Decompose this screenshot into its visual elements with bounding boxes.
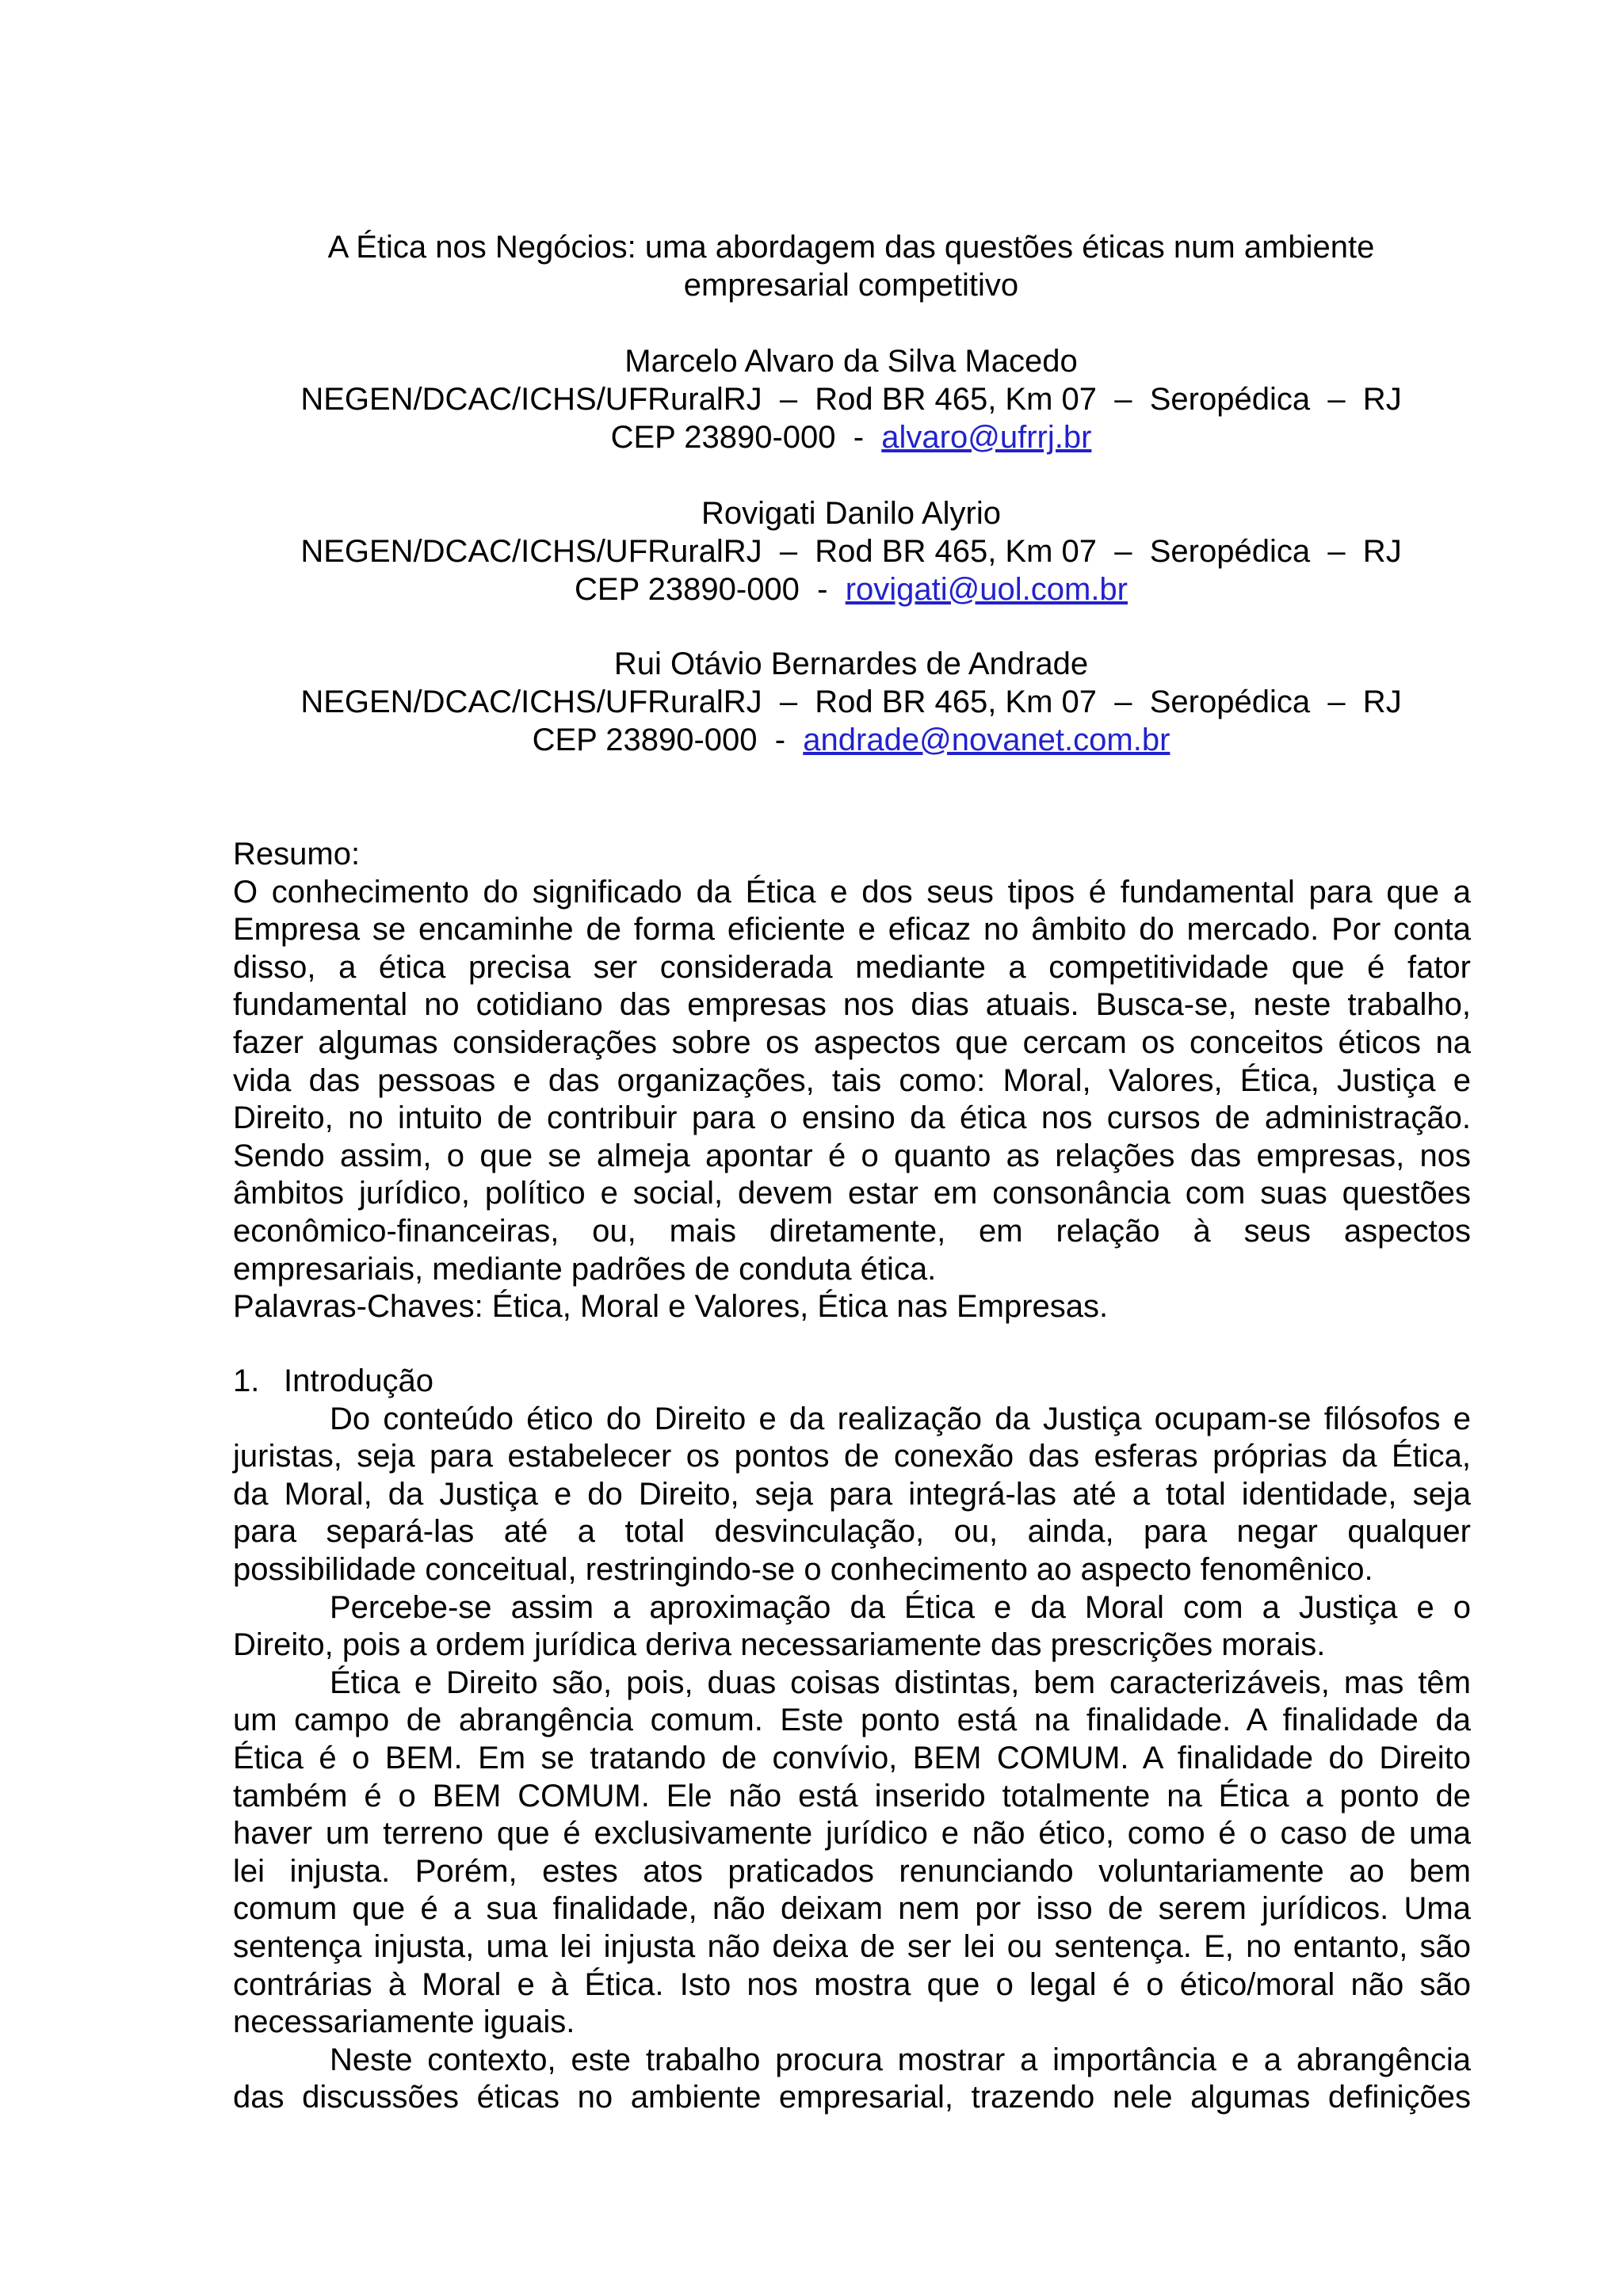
author-block bbox=[40, 645, 1623, 759]
abstract-line: empresariais, mediante padrões de conduta ética. bbox=[233, 1251, 937, 1287]
author-cep: CEP 23890-000 - bbox=[610, 420, 882, 455]
author-address: NEGEN/DCAC/ICHS/UFRuralRJ – Rod BR 465, Km 07 – Seropédica – RJ bbox=[300, 382, 1402, 417]
paragraph-line: Direito, pois a ordem jurídica deriva necessariamente das prescrições morais. bbox=[233, 1627, 1326, 1663]
abstract-line: Empresa se encaminhe de forma eficiente e eficaz no âmbito do mercado. Por conta bbox=[233, 912, 1471, 948]
abstract-line: econômico-financeiras, ou, mais diretamente, em relação à seus aspectos bbox=[233, 1213, 1471, 1249]
paragraph-line: também é o BEM COMUM. Ele não está inserido totalmente na Ética a ponto de bbox=[233, 1778, 1471, 1814]
paragraph-line: para separá-las até a total desvinculação, ou, ainda, para negar qualquer bbox=[233, 1514, 1471, 1550]
abstract-line: Direito, no intuito de contribuir para o ensino da ética nos cursos de administração. bbox=[233, 1100, 1471, 1136]
author-email-link[interactable]: rovigati@uol.com.br bbox=[845, 572, 1128, 607]
author-name: Rovigati Danilo Alyrio bbox=[701, 496, 1001, 531]
section-title: Introdução bbox=[284, 1363, 434, 1398]
author-address: NEGEN/DCAC/ICHS/UFRuralRJ – Rod BR 465, Km 07 – Seropédica – RJ bbox=[300, 685, 1402, 719]
abstract-line: fazer algumas considerações sobre os aspectos que cercam os conceitos éticos na bbox=[233, 1024, 1471, 1060]
title-line: A Ética nos Negócios: uma abordagem das questões éticas num ambiente bbox=[327, 230, 1375, 265]
abstract-line: vida das pessoas e das organizações, tais como: Moral, Valores, Ética, Justiça e bbox=[233, 1062, 1471, 1098]
paragraph-line: Ética e Direito são, pois, duas coisas distintas, bem caracterizáveis, mas têm bbox=[330, 1665, 1471, 1700]
introduction-section bbox=[233, 1363, 1471, 2117]
abstract-line: âmbitos jurídico, político e social, devem estar em consonância com suas questões bbox=[233, 1176, 1471, 1211]
author-contact bbox=[40, 570, 1623, 608]
abstract-line: Sendo assim, o que se almeja apontar é o quanto as relações das empresas, nos bbox=[233, 1138, 1471, 1173]
paragraph-line: juristas, seja para estabelecer os pontos de conexão das esferas próprias da Ética, bbox=[233, 1439, 1471, 1474]
paragraph-line: possibilidade conceitual, restringindo-se o conhecimento ao aspecto fenomênico. bbox=[233, 1551, 1373, 1587]
paper-title bbox=[40, 228, 1623, 304]
paragraph-line: das discussões éticas no ambiente empresarial, trazendo nele algumas definições bbox=[233, 2080, 1471, 2115]
keywords: Palavras-Chaves: Ética, Moral e Valores, Ética nas Empresas. bbox=[233, 1289, 1109, 1325]
paragraph-line: necessariamente iguais. bbox=[233, 2004, 575, 2040]
paragraph-line: comum que é a sua finalidade, não deixam nem por isso de serem jurídicos. Uma bbox=[233, 1891, 1471, 1927]
author-address: NEGEN/DCAC/ICHS/UFRuralRJ – Rod BR 465, Km 07 – Seropédica – RJ bbox=[300, 534, 1402, 569]
title-line: empresarial competitivo bbox=[683, 268, 1019, 303]
abstract-line: O conhecimento do significado da Ética e dos seus tipos é fundamental para que a bbox=[233, 874, 1471, 910]
author-block bbox=[40, 494, 1623, 608]
author-block bbox=[40, 342, 1623, 456]
author-cep: CEP 23890-000 - bbox=[532, 723, 804, 757]
paragraph-line: Do conteúdo ético do Direito e da realização da Justiça ocupam-se filósofos e bbox=[330, 1401, 1471, 1436]
paragraph-line: Percebe-se assim a aproximação da Ética e da Moral com a Justiça e o bbox=[330, 1589, 1471, 1625]
paragraph-line: sentença injusta, uma lei injusta não deixa de ser lei ou sentença. E, no entanto, são bbox=[233, 1928, 1471, 1964]
section-number: 1. bbox=[233, 1363, 260, 1398]
author-email-link[interactable]: andrade@novanet.com.br bbox=[803, 723, 1170, 757]
paragraph-line: lei injusta. Porém, estes atos praticados renunciando voluntariamente ao bem bbox=[233, 1853, 1471, 1889]
author-name: Rui Otávio Bernardes de Andrade bbox=[613, 646, 1089, 681]
paragraph-line: contrárias à Moral e à Ética. Isto nos mostra que o legal é o ético/moral não são bbox=[233, 1966, 1471, 2002]
paragraph-line: da Moral, da Justiça e do Direito, seja para integrá-las até a total identidade, seja bbox=[233, 1476, 1471, 1512]
paragraph-line: um campo de abrangência comum. Este ponto está na finalidade. A finalidade da bbox=[233, 1703, 1471, 1738]
abstract-line: disso, a ética precisa ser considerada mediante a competitividade que é fator bbox=[233, 949, 1471, 985]
author-contact bbox=[40, 418, 1623, 456]
paragraph-line: Neste contexto, este trabalho procura mostrar a importância e a abrangência bbox=[330, 2042, 1471, 2077]
author-contact bbox=[40, 721, 1623, 759]
abstract-line: fundamental no cotidiano das empresas nos dias atuais. Busca-se, neste trabalho, bbox=[233, 987, 1471, 1023]
abstract-heading: Resumo: bbox=[233, 837, 361, 871]
paragraph-line: haver um terreno que é exclusivamente jurídico e não ético, como é o caso de uma bbox=[233, 1816, 1471, 1852]
abstract-section bbox=[233, 836, 1471, 1326]
section-heading bbox=[233, 1363, 1471, 1401]
author-cep: CEP 23890-000 - bbox=[575, 572, 846, 607]
paragraph-line: Ética é o BEM. Em se tratando de convívio, BEM COMUM. A finalidade do Direito bbox=[233, 1740, 1471, 1775]
author-email-link[interactable]: alvaro@ufrrj.br bbox=[881, 420, 1092, 455]
author-name: Marcelo Alvaro da Silva Macedo bbox=[624, 344, 1078, 379]
